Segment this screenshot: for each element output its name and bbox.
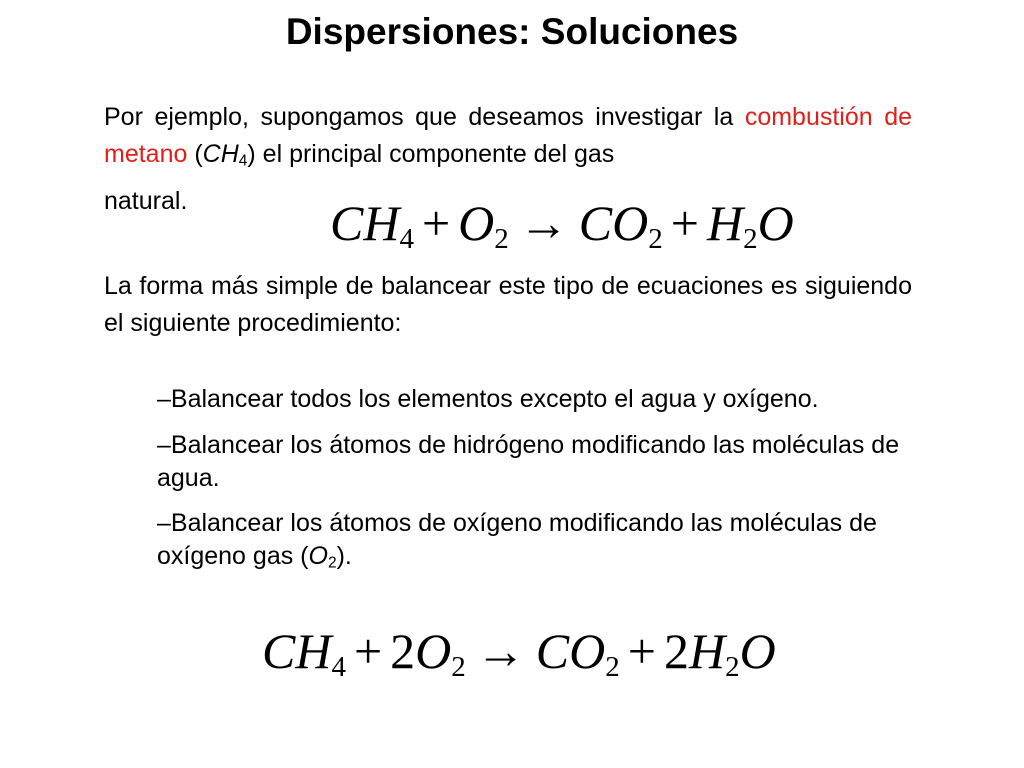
- eq1-sub: 2: [494, 223, 509, 256]
- eq1-term-o-tail: O: [757, 195, 794, 251]
- intro-paragraph: [104, 99, 912, 173]
- inline-formula-base: O: [308, 542, 328, 570]
- eq2-sub: 4: [331, 651, 346, 684]
- list-item: –Balancear los átomos de hidrógeno modificando las moléculas de agua.: [157, 431, 900, 492]
- eq1-term-o: O: [458, 195, 495, 251]
- eq1-term-co: CO: [578, 195, 649, 251]
- inline-formula-methane: [203, 140, 248, 168]
- list-item-text: –Balancear los átomos de oxígeno modificando las moléculas de oxígeno gas (: [157, 509, 877, 570]
- eq1-sub: 2: [743, 223, 758, 256]
- intro-last-line: natural.: [104, 187, 188, 215]
- eq2-sub: 2: [725, 651, 740, 684]
- eq2-term-h: H: [688, 623, 726, 679]
- eq1-sub: 4: [399, 223, 414, 256]
- unbalanced-equation: [330, 193, 794, 256]
- intro-open-paren: (: [187, 140, 203, 168]
- highlighted-term: combustión de metano: [104, 103, 912, 168]
- list-item: –Balancear todos los elementos excepto el agua y oxígeno.: [157, 385, 819, 413]
- eq1-term-ch: CH: [330, 195, 400, 251]
- eq2-plus: +: [627, 623, 656, 679]
- eq2-coefficient: 2: [663, 623, 689, 679]
- eq2-term-o: O: [415, 623, 452, 679]
- intro-tail-text: ) el principal componente del gas: [247, 140, 615, 168]
- balanced-equation: [262, 621, 776, 684]
- eq1-arrow: →: [518, 195, 569, 251]
- eq1-plus: +: [421, 195, 451, 251]
- intro-lead-text: Por ejemplo, supongamos que deseamos investigar la: [104, 103, 734, 131]
- eq2-arrow: →: [475, 623, 526, 679]
- eq2-term-ch: CH: [262, 623, 332, 679]
- eq2-term-co: CO: [535, 623, 606, 679]
- slide-title: Dispersiones: Soluciones: [285, 11, 739, 52]
- eq1-plus: +: [670, 195, 699, 251]
- list-item: [157, 507, 917, 573]
- list-item-text: ).: [336, 542, 352, 570]
- eq2-sub: 2: [451, 651, 466, 684]
- eq1-term-h: H: [706, 195, 744, 251]
- procedure-paragraph: La forma más simple de balancear este tipo de ecuaciones es siguiendo el siguiente procedimiento:: [104, 272, 912, 337]
- procedure-list: [157, 383, 917, 585]
- eq2-coefficient: 2: [390, 623, 416, 679]
- inline-formula-base: CH: [202, 140, 239, 168]
- eq2-term-o-tail: O: [739, 623, 776, 679]
- eq2-sub: 2: [605, 651, 620, 684]
- inline-formula-subscript: 4: [238, 152, 248, 170]
- eq1-sub: 2: [648, 223, 663, 256]
- inline-formula-subscript: 2: [327, 554, 337, 572]
- eq2-plus: +: [353, 623, 383, 679]
